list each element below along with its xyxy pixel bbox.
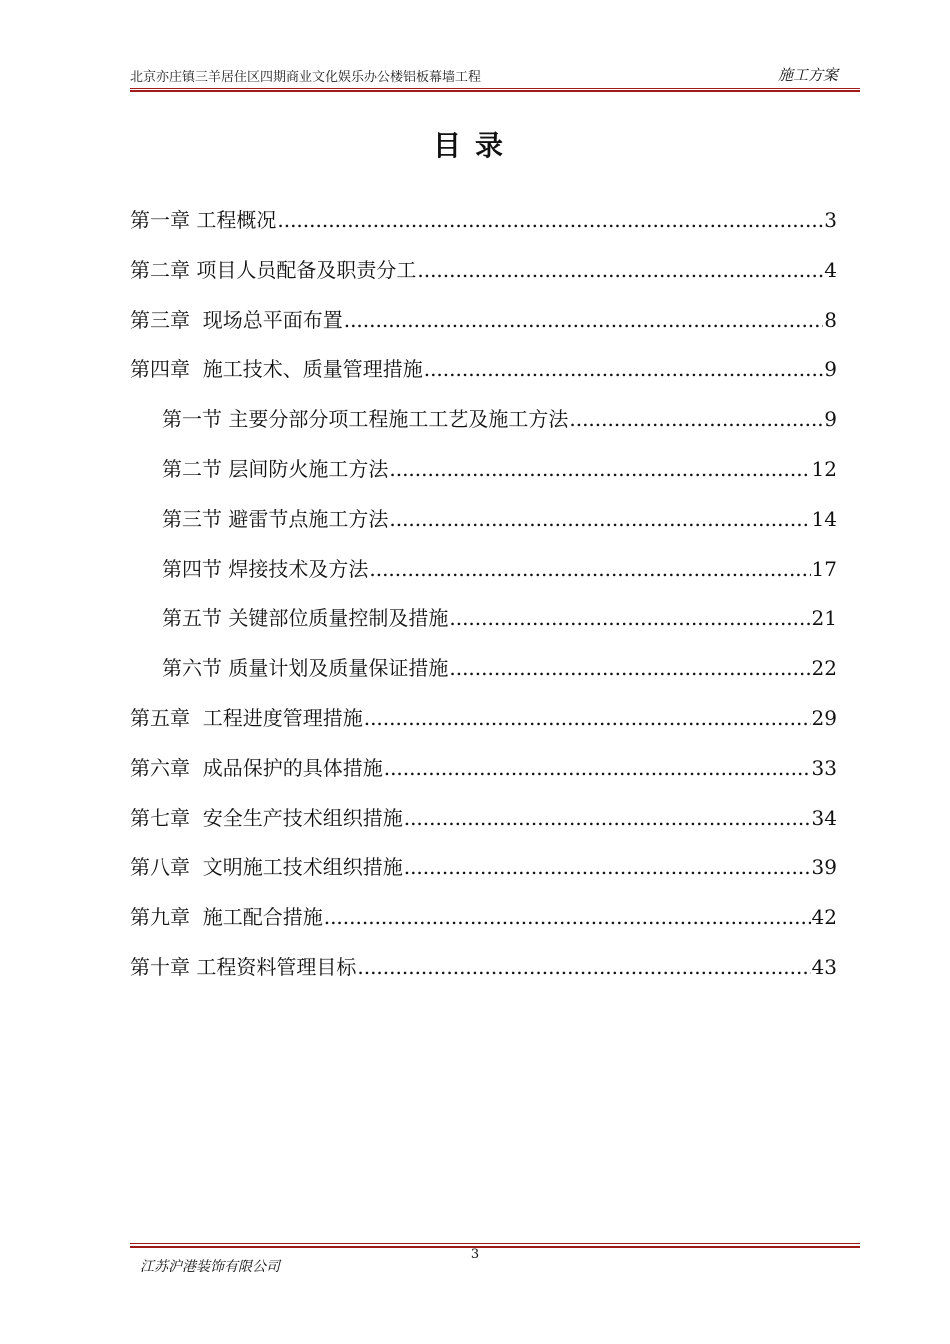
toc-leader-dots <box>417 246 823 296</box>
toc-entry-text: 第五章 工程进度管理措施 <box>130 705 363 730</box>
toc-entry-text: 第四节 焊接技术及方法 <box>162 556 369 581</box>
toc-entry-chapter-3[interactable] <box>130 296 837 346</box>
toc-leader-dots <box>324 893 811 943</box>
toc-leader-dots <box>449 594 810 644</box>
toc-leader-dots <box>424 345 824 395</box>
toc-entry-chapter-8[interactable] <box>130 843 837 893</box>
toc-entry-page: 4 <box>824 257 837 282</box>
toc-entry-page: 42 <box>811 905 837 930</box>
toc-entry-chapter-2[interactable] <box>130 246 837 296</box>
header-rule-thick <box>130 90 860 92</box>
toc-leader-dots <box>404 794 811 844</box>
toc-entry-chapter-7[interactable] <box>130 794 837 844</box>
toc-entry-chapter-10[interactable] <box>130 943 837 993</box>
table-of-contents <box>130 196 837 993</box>
toc-leader-dots <box>384 744 811 794</box>
toc-entry-page: 43 <box>811 954 837 979</box>
toc-leader-dots <box>389 445 810 495</box>
toc-entry-page: 29 <box>811 705 837 730</box>
footer-rule-thin <box>130 1243 860 1244</box>
header-rule-thin <box>130 88 860 89</box>
toc-leader-dots <box>357 943 810 993</box>
toc-entry-text: 第五节 关键部位质量控制及措施 <box>162 606 449 631</box>
toc-leader-dots <box>404 843 811 893</box>
toc-entry-page: 34 <box>811 805 837 830</box>
toc-entry-section-4-1[interactable] <box>130 395 837 445</box>
page-number: 3 <box>470 1247 480 1262</box>
toc-entry-text: 第八章 文明施工技术组织措施 <box>130 855 403 880</box>
toc-entry-chapter-1[interactable] <box>130 196 837 246</box>
footer-company-name: 江苏沪港装饰有限公司 <box>140 1259 280 1275</box>
toc-title: 目录 <box>432 129 517 162</box>
toc-entry-text: 第二章 项目人员配备及职责分工 <box>130 257 417 282</box>
toc-leader-dots <box>344 296 824 346</box>
toc-entry-page: 9 <box>824 407 837 432</box>
toc-leader-dots <box>569 395 823 445</box>
toc-leader-dots <box>364 694 811 744</box>
toc-entry-text: 第四章 施工技术、质量管理措施 <box>130 357 423 382</box>
toc-leader-dots <box>449 644 810 694</box>
toc-leader-dots <box>277 196 823 246</box>
toc-entry-text: 第六节 质量计划及质量保证措施 <box>162 656 449 681</box>
toc-entry-page: 12 <box>811 456 837 481</box>
toc-entry-page: 9 <box>824 357 837 382</box>
toc-entry-text: 第七章 安全生产技术组织措施 <box>130 805 403 830</box>
toc-entry-chapter-6[interactable] <box>130 744 837 794</box>
toc-entry-text: 第三节 避雷节点施工方法 <box>162 506 389 531</box>
toc-entry-chapter-4[interactable] <box>130 345 837 395</box>
toc-entry-chapter-9[interactable] <box>130 893 837 943</box>
toc-entry-text: 第一章 工程概况 <box>130 208 277 232</box>
toc-entry-text: 第三章 现场总平面布置 <box>130 307 343 332</box>
toc-entry-page: 14 <box>811 506 837 531</box>
header-doc-type: 施工方案 <box>777 66 838 84</box>
toc-entry-page: 3 <box>824 208 837 232</box>
toc-entry-section-4-2[interactable] <box>130 445 837 495</box>
toc-entry-text: 第九章 施工配合措施 <box>130 905 323 930</box>
toc-entry-page: 8 <box>824 307 837 332</box>
toc-entry-section-4-6[interactable] <box>130 644 837 694</box>
page-header <box>130 64 860 88</box>
toc-entry-text: 第十章 工程资料管理目标 <box>130 954 357 979</box>
toc-entry-text: 第二节 层间防火施工方法 <box>162 456 389 481</box>
toc-entry-text: 第一节 主要分部分项工程施工工艺及施工方法 <box>162 407 569 432</box>
toc-leader-dots <box>389 495 810 545</box>
toc-entry-page: 22 <box>811 656 837 681</box>
toc-entry-section-4-3[interactable] <box>130 495 837 545</box>
toc-entry-page: 21 <box>811 606 837 631</box>
header-project-title: 北京亦庄镇三羊居住区四期商业文化娱乐办公楼铝板幕墙工程 <box>130 70 482 85</box>
toc-entry-page: 33 <box>811 755 837 780</box>
toc-leader-dots <box>369 545 810 595</box>
toc-entry-chapter-5[interactable] <box>130 694 837 744</box>
toc-entry-text: 第六章 成品保护的具体措施 <box>130 755 383 780</box>
toc-entry-section-4-4[interactable] <box>130 545 837 595</box>
toc-entry-section-4-5[interactable] <box>130 594 837 644</box>
toc-entry-page: 17 <box>811 556 837 581</box>
toc-entry-page: 39 <box>811 855 837 880</box>
